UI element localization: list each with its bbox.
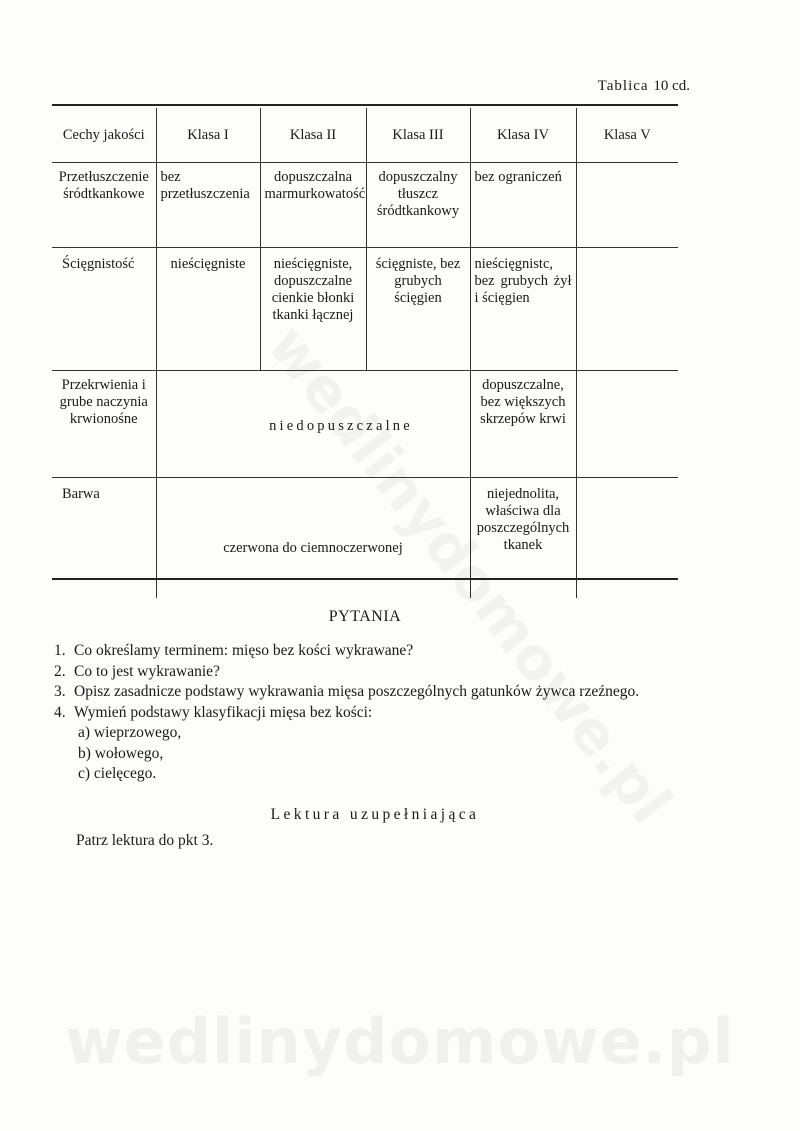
supplementary-reading-heading: Lektura uzupełniająca — [270, 806, 480, 823]
class-4-cell: dopuszczalne, bez większych skrzepów krwi — [470, 371, 576, 478]
class-5-cell — [576, 248, 678, 371]
question-number: 1. — [54, 642, 66, 659]
question-text: Wymień podstawy klasyfikacji mięsa bez kości: — [74, 703, 373, 721]
feature-cell: Barwa — [52, 478, 156, 599]
class-3-cell: dopuszczalny tłuszcz śródtkankowy — [366, 163, 470, 248]
questions-heading: PYTANIA — [328, 608, 402, 625]
question-number: 4. — [54, 703, 66, 721]
class-2-cell: nieścięgniste, dopuszczalne cienkie błonki tkanki łącznej — [260, 248, 366, 371]
class-5-cell — [576, 371, 678, 478]
class-4-cell: bez ograniczeń — [470, 163, 576, 248]
question-text: Co określamy terminem: mięso bez kości wykrawane? — [74, 642, 414, 659]
header-class-4: Klasa IV — [470, 108, 576, 163]
subitem: c) cielęcego. — [78, 765, 157, 782]
table-caption-number: 10 cd. — [653, 78, 690, 94]
class-1-cell: bez przetłuszczenia — [156, 163, 260, 248]
subitem: b) wołowego, — [78, 744, 164, 762]
header-features: Cechy jakości — [52, 108, 156, 163]
supplementary-reading-text: Patrz lektura do pkt 3. — [76, 832, 214, 849]
header-class-2: Klasa II — [260, 108, 366, 163]
feature-cell: Ścięgnistość — [52, 248, 156, 371]
class-4-cell: niejednolita, właściwa dla poszczególnych tkanek — [470, 478, 576, 599]
header-class-1: Klasa I — [156, 108, 260, 163]
class-1-cell: nieścięgniste — [156, 248, 260, 371]
question-number: 2. — [54, 662, 66, 680]
table-row — [52, 248, 678, 371]
class-1-3-merged-cell: czerwona do ciemnoczerwonej — [156, 478, 470, 599]
class-5-cell — [576, 163, 678, 248]
question-number: 3. — [54, 683, 66, 700]
class-2-cell: dopuszczalna marmurkowatość — [260, 163, 366, 248]
watermark-bottom: wedlinydomowe.pl — [65, 1005, 735, 1078]
table-caption-label: Tablica — [597, 78, 649, 94]
class-4-cell: nieścięgnistc, bez grubych żył i ścięgien — [470, 248, 576, 371]
meat-quality-table — [52, 108, 678, 598]
table-top-rule — [52, 104, 678, 106]
question-item — [54, 662, 704, 683]
table-caption — [520, 78, 690, 95]
header-class-5: Klasa V — [576, 108, 678, 163]
question-item — [54, 641, 704, 662]
table-header-row — [52, 108, 678, 163]
header-class-3: Klasa III — [366, 108, 470, 163]
subitem: a) wieprzowego, — [78, 724, 182, 741]
table-row — [52, 163, 678, 248]
question-text: Co to jest wykrawanie? — [74, 662, 220, 680]
question-text: Opisz zasadnicze podstawy wykrawania mięsa poszczególnych gatunków żywca rzeźnego. — [74, 683, 640, 700]
feature-cell: Przetłuszczenie śródtkankowe — [52, 163, 156, 248]
feature-cell: Przekrwienia i grube naczynia krwionośne — [52, 371, 156, 478]
class-1-3-merged-cell: niedopuszczalne — [156, 371, 470, 478]
table-bottom-rule — [52, 578, 678, 580]
class-3-cell: ścięgniste, bez grubych ścięgien — [366, 248, 470, 371]
